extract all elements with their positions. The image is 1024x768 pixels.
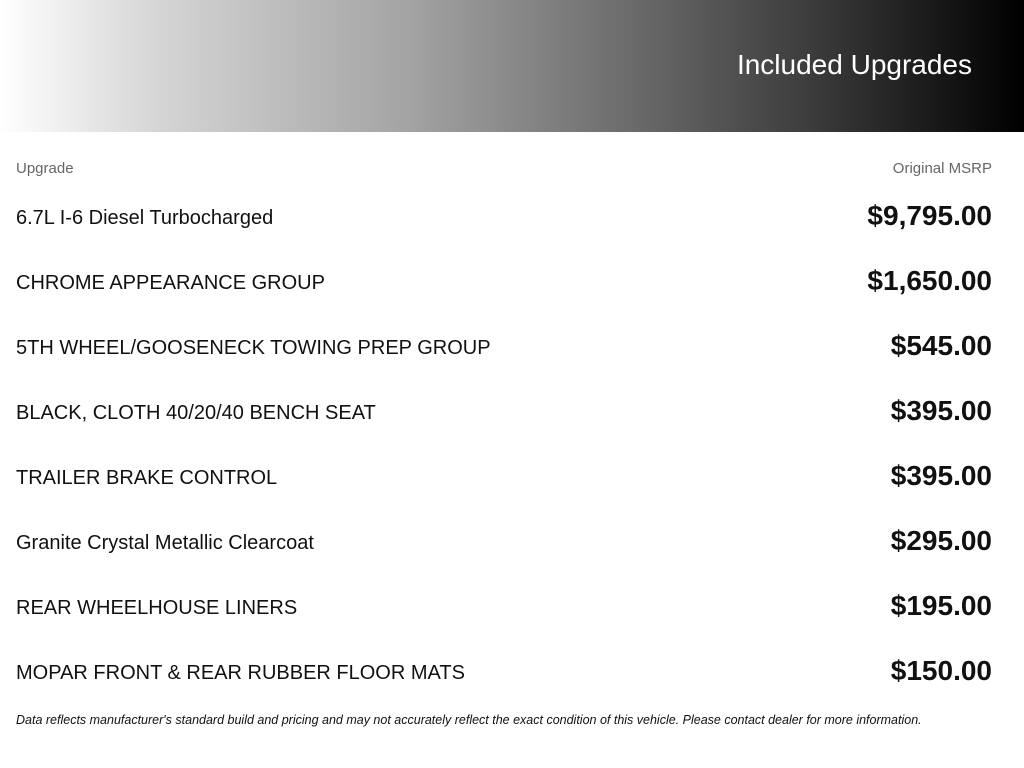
upgrade-price: $1,650.00 bbox=[867, 265, 992, 296]
disclaimer-text: Data reflects manufacturer's standard build and pricing and may not accurately reflect the exact condition of this vehicle. Please contact dealer for more information. bbox=[16, 713, 922, 727]
upgrade-name: REAR WHEELHOUSE LINERS bbox=[16, 597, 298, 619]
table-row bbox=[16, 194, 992, 259]
table-row bbox=[16, 389, 992, 454]
table-row bbox=[16, 649, 992, 714]
upgrade-name: BLACK, CLOTH 40/20/40 BENCH SEAT bbox=[16, 402, 376, 424]
table-row bbox=[16, 454, 992, 519]
upgrade-name: 6.7L I-6 Diesel Turbocharged bbox=[16, 207, 274, 229]
table-row bbox=[16, 259, 992, 324]
upgrade-price: $545.00 bbox=[890, 330, 992, 361]
upgrade-name: Granite Crystal Metallic Clearcoat bbox=[16, 532, 314, 554]
column-header-msrp: Original MSRP bbox=[892, 160, 992, 177]
table-row bbox=[16, 584, 992, 649]
header-banner bbox=[0, 0, 1024, 132]
upgrade-price: $150.00 bbox=[890, 655, 992, 686]
upgrade-name: CHROME APPEARANCE GROUP bbox=[16, 272, 325, 294]
table-column-headers bbox=[16, 160, 992, 180]
upgrades-list bbox=[16, 194, 992, 714]
page-title: Included Upgrades bbox=[736, 49, 972, 80]
upgrade-price: $395.00 bbox=[890, 460, 992, 491]
upgrade-name: TRAILER BRAKE CONTROL bbox=[16, 467, 278, 489]
column-header-upgrade: Upgrade bbox=[16, 160, 74, 177]
table-row bbox=[16, 519, 992, 584]
upgrade-name: 5TH WHEEL/GOOSENECK TOWING PREP GROUP bbox=[16, 337, 491, 359]
upgrade-name: MOPAR FRONT & REAR RUBBER FLOOR MATS bbox=[16, 662, 465, 684]
upgrade-price: $395.00 bbox=[890, 395, 992, 426]
upgrade-price: $295.00 bbox=[890, 525, 992, 556]
table-row bbox=[16, 324, 992, 389]
upgrade-price: $195.00 bbox=[890, 590, 992, 621]
upgrade-price: $9,795.00 bbox=[867, 200, 992, 231]
